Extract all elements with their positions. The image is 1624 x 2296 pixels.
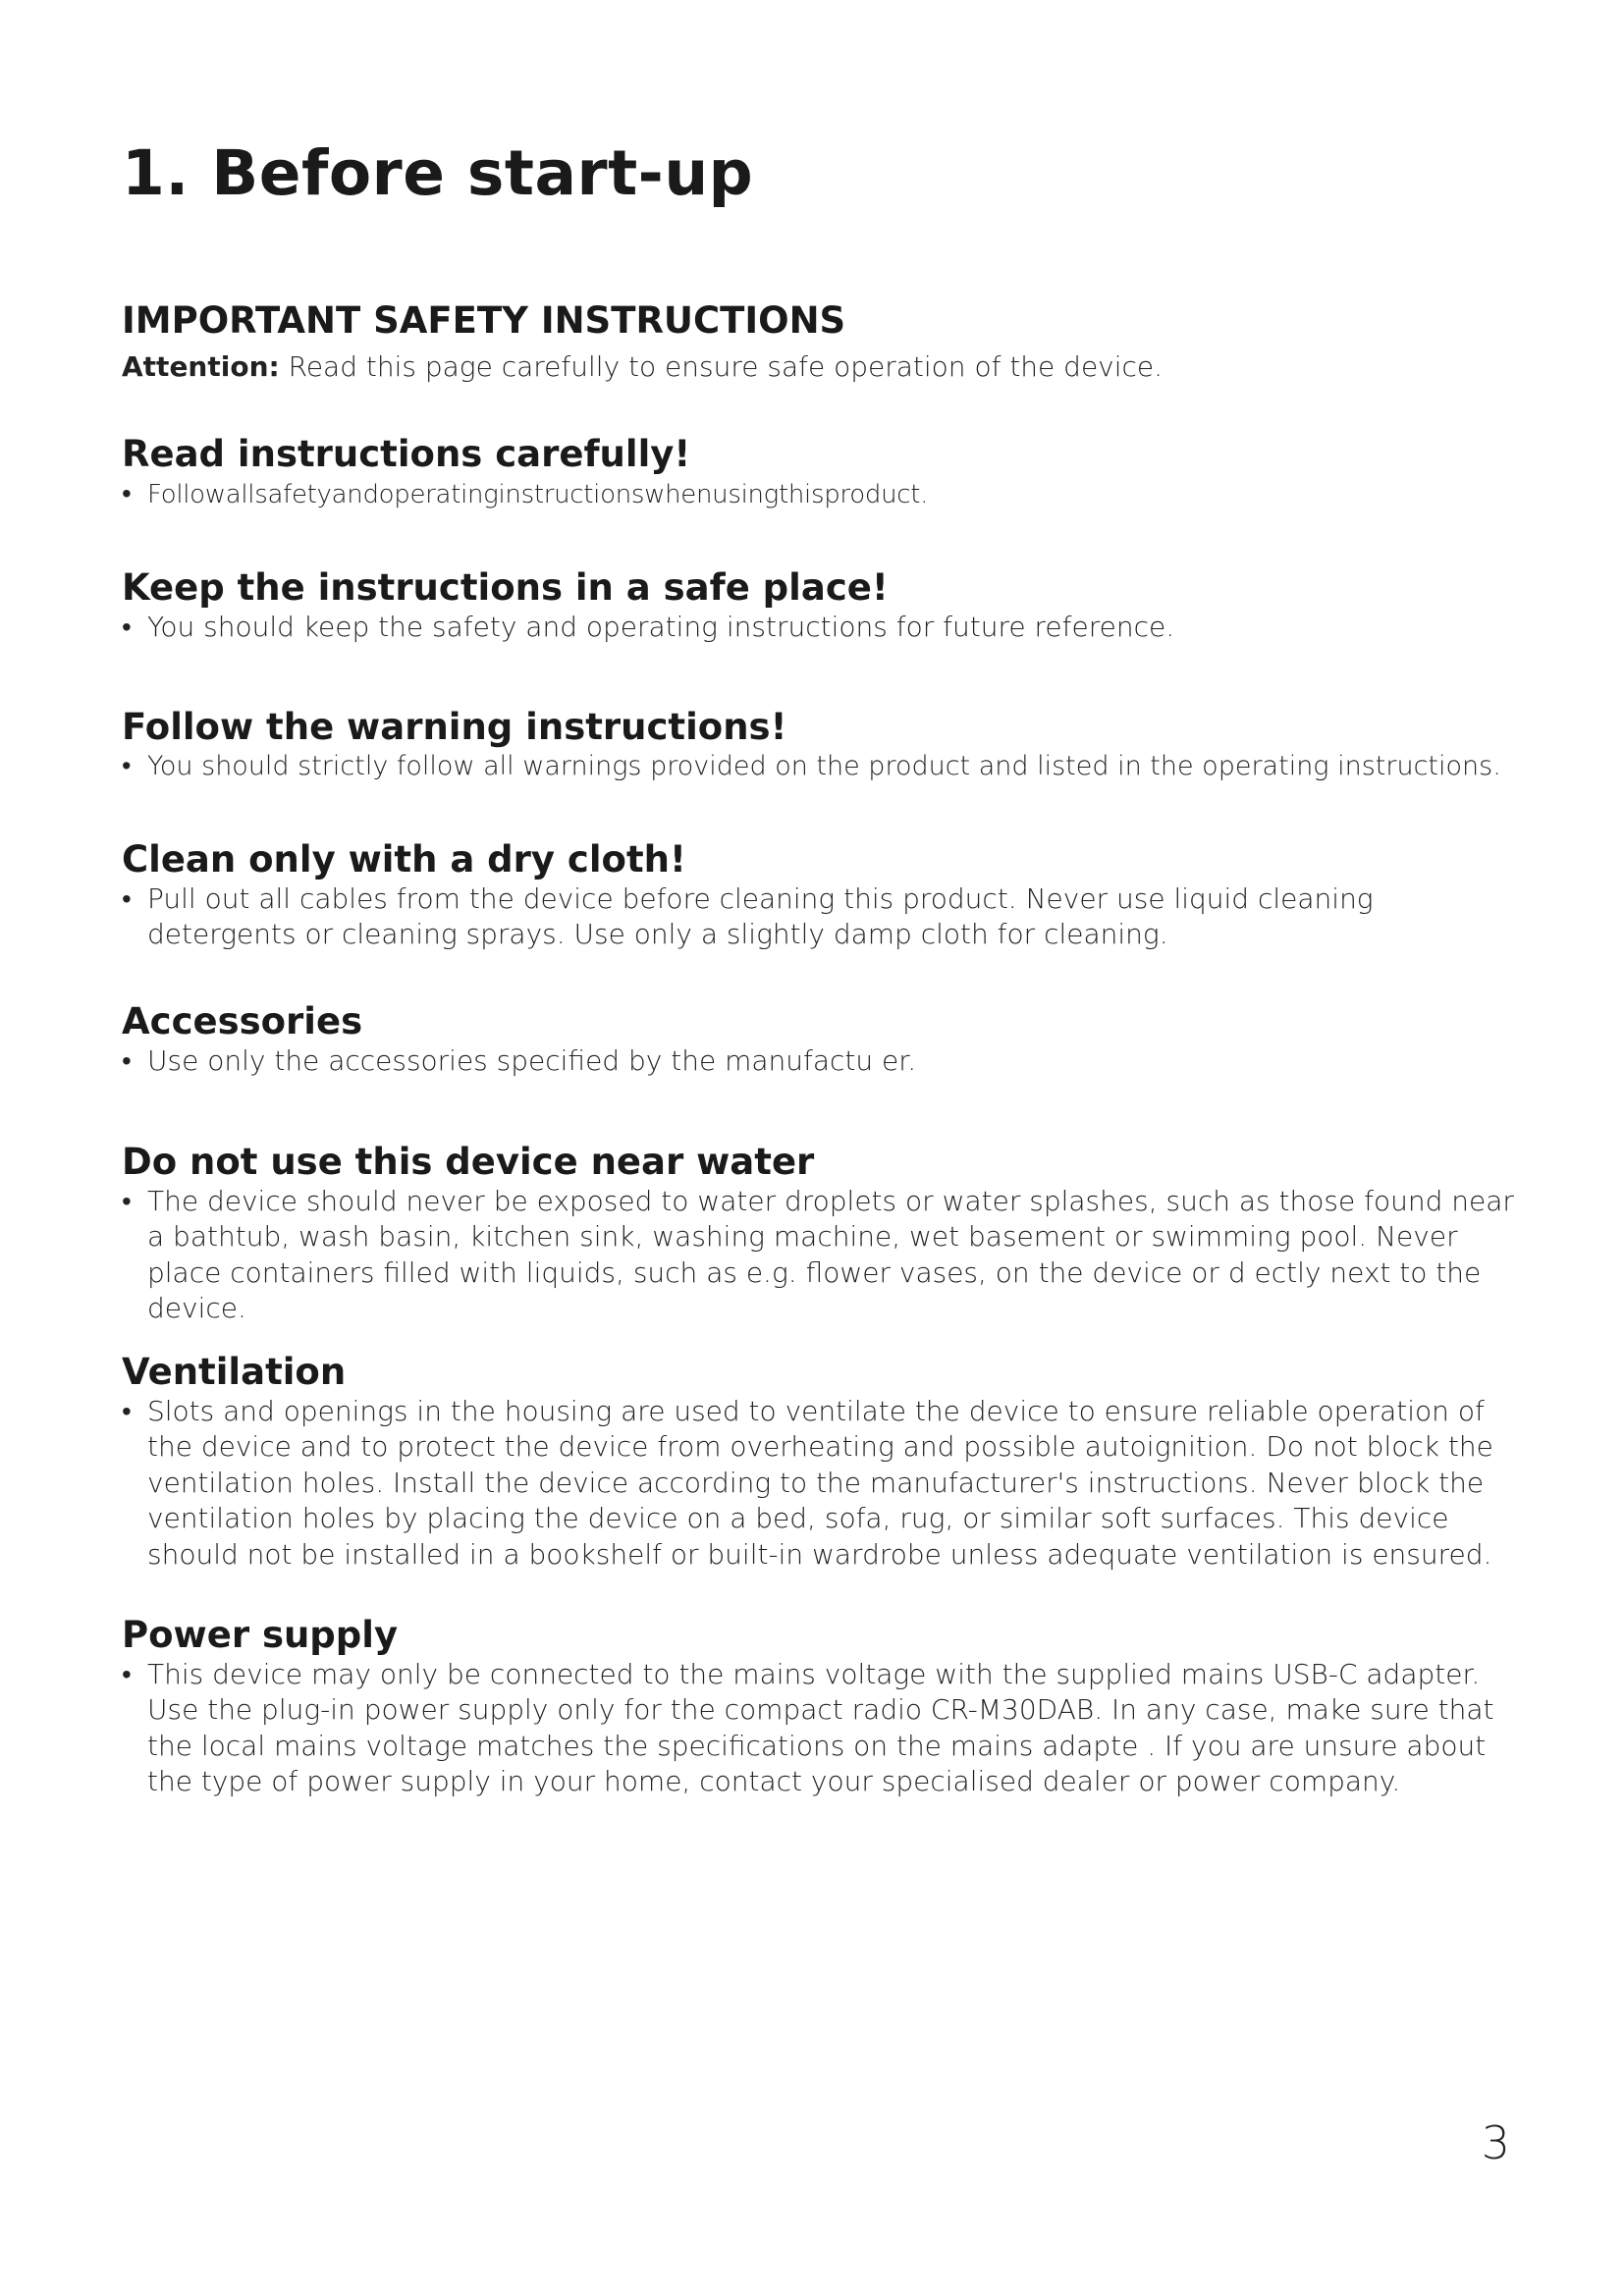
section-heading: Accessories xyxy=(122,1000,363,1042)
section-body: The device should never be exposed to water droplets or water splashes, such as those found near a bathtub, wash basin, kitchen sink, washing machine, wet basement or swimming pool. Never place containers filled with liquids, such as e.g. flower vases, on the device or d ectly next to the device. xyxy=(147,1184,1514,1325)
section-power-supply xyxy=(122,1615,1516,1800)
section-body: You should strictly follow all warnings provided on the product and listed in the operating instructions. xyxy=(147,750,1501,781)
section-text xyxy=(122,881,1516,953)
section-keep-instructions xyxy=(122,567,1516,645)
section-text xyxy=(122,476,1516,513)
safety-instructions-heading: IMPORTANT SAFETY INSTRUCTIONS xyxy=(122,299,846,342)
section-body: This device may only be connected to the mains voltage with the supplied mains USB-C adapter. Use the plug-in power supply only for the compact radio CR-M30DAB. In any case, make sure that the local mains voltage matches the specifications on the mains adapte . If you are unsure about the type of power supply in your home, contact your specialised dealer or power company. xyxy=(147,1657,1494,1798)
bullet: • xyxy=(122,1184,132,1217)
bullet: • xyxy=(122,881,132,915)
section-text xyxy=(122,749,1516,785)
section-heading: Keep the instructions in a safe place! xyxy=(122,566,889,609)
bullet: • xyxy=(122,610,132,643)
section-heading: Power supply xyxy=(122,1614,399,1656)
bullet: • xyxy=(122,1394,132,1427)
section-text xyxy=(122,1184,1516,1327)
bullet: • xyxy=(122,1657,132,1690)
section-ventilation xyxy=(122,1352,1516,1573)
section-body: Followallsafetyandoperatinginstructionswhenusingthisproduct. xyxy=(147,479,929,509)
section-body: Use only the accessories specified by the manufactu er. xyxy=(147,1043,917,1077)
section-text xyxy=(122,610,1516,646)
section-heading: Read instructions carefully! xyxy=(122,433,691,475)
attention-note xyxy=(122,349,1163,385)
section-body: Pull out all cables from the device before cleaning this product. Never use liquid cleaning detergents or cleaning sprays. Use only a slightly damp cloth for cleaning. xyxy=(147,881,1374,951)
section-read-instructions xyxy=(122,434,1516,512)
section-heading: Follow the warning instructions! xyxy=(122,706,787,748)
section-text xyxy=(122,1657,1516,1800)
section-text xyxy=(122,1043,1516,1080)
section-heading: Ventilation xyxy=(122,1351,347,1393)
section-text xyxy=(122,1394,1516,1574)
section-accessories xyxy=(122,1001,1516,1079)
attention-label: Attention: xyxy=(122,350,280,383)
section-body: You should keep the safety and operating instructions for future reference. xyxy=(147,610,1175,643)
section-heading: Clean only with a dry cloth! xyxy=(122,838,686,881)
bullet: • xyxy=(122,1043,132,1077)
page-number: 3 xyxy=(1481,2116,1510,2169)
attention-text: Read this page carefully to ensure safe operation of the device. xyxy=(279,350,1164,383)
section-near-water xyxy=(122,1142,1516,1327)
bullet: • xyxy=(122,476,132,509)
section-clean-dry-cloth xyxy=(122,839,1516,953)
bullet: • xyxy=(122,750,132,781)
section-body: Slots and openings in the housing are used to ventilate the device to ensure reliable operation of the device and to protect the device from overheating and possible autoignition. Do not block the ventilation holes. Install the device according to the manufacturer's instructions. Never block the ventilation holes by placing the device on a bed, sofa, rug, or similar soft surfaces. This device should not be installed in a bookshelf or built-in wardrobe unless adequate ventilation is ensured. xyxy=(147,1394,1493,1571)
page-title: 1. Before start-up xyxy=(122,137,754,209)
section-warning-instructions xyxy=(122,707,1516,784)
section-heading: Do not use this device near water xyxy=(122,1141,815,1183)
